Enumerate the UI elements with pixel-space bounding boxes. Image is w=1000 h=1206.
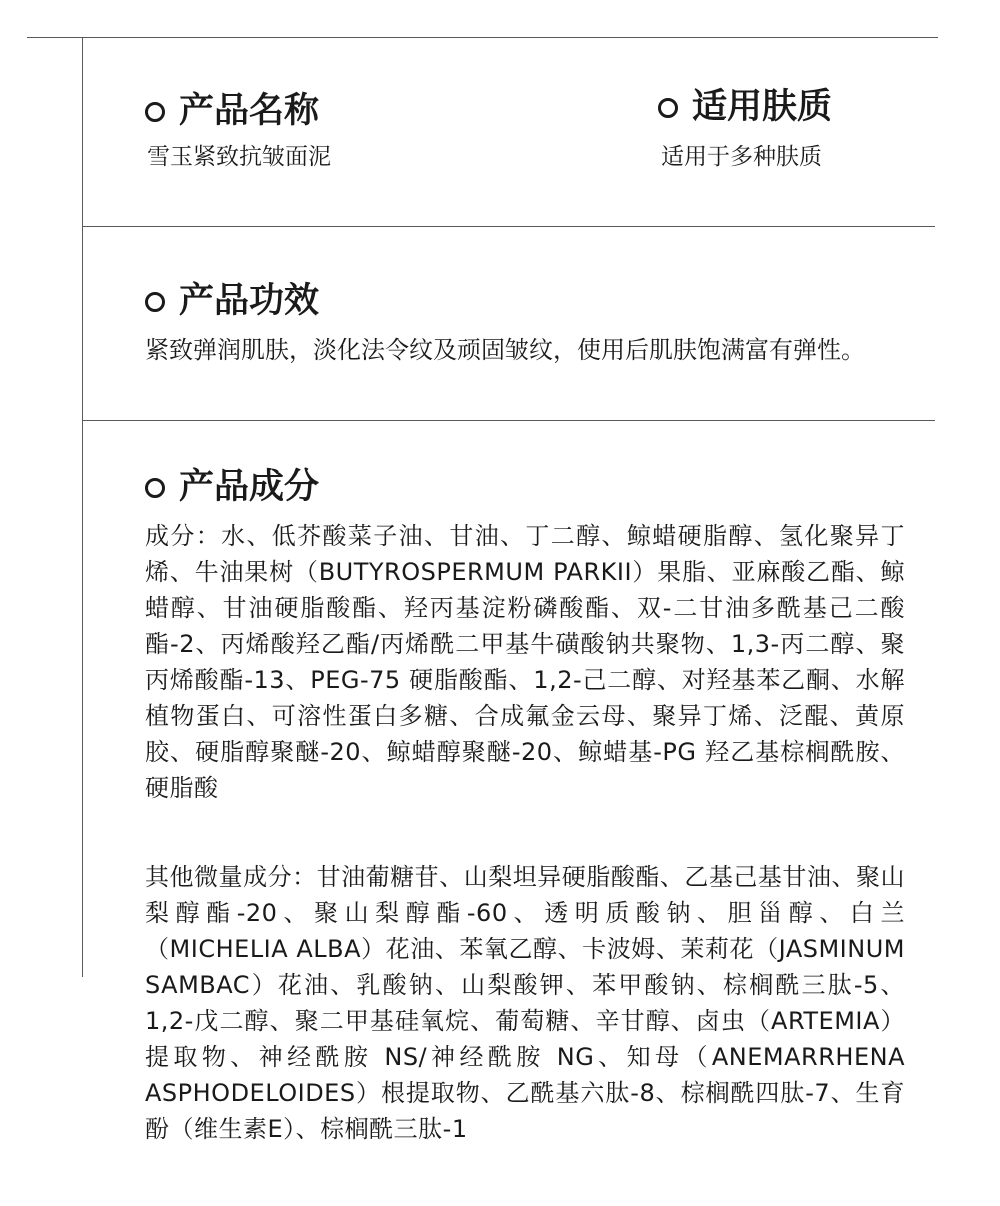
circle-outline-icon (658, 98, 678, 118)
product-name-heading (145, 91, 320, 131)
efficacy-value: 紧致弹润肌肤，淡化法令纹及顽固皱纹，使用后肌肤饱满富有弹性。 (145, 336, 865, 364)
ingredients-title: 产品成分 (179, 467, 320, 507)
skin-type-title: 适用肤质 (692, 87, 833, 127)
left-rule (82, 37, 83, 977)
circle-outline-icon (145, 292, 165, 312)
divider-1 (82, 226, 935, 227)
circle-outline-icon (145, 102, 165, 122)
top-rule (27, 37, 938, 38)
efficacy-heading (145, 281, 320, 321)
skin-type-value: 适用于多种肤质 (661, 144, 822, 170)
divider-2 (82, 420, 935, 421)
ingredients-main-list: 成分：水、低芥酸菜子油、甘油、丁二醇、鲸蜡硬脂醇、氢化聚异丁烯、牛油果树（BUTYROSPERMUM PARKII）果脂、亚麻酸乙酯、鲸蜡醇、甘油硬脂酸酯、羟丙基淀粉磷酸酯、双-二甘油多酰基己二酸酯-2、丙烯酸羟乙酯/丙烯酰二甲基牛磺酸钠共聚物、1,3-丙二醇、聚丙烯酸酯-13、PEG-75 硬脂酸酯、1,2-己二醇、对羟基苯乙酮、水解植物蛋白、可溶性蛋白多糖、合成氟金云母、聚异丁烯、泛醌、黄原胶、硬脂醇聚醚-20、鲸蜡醇聚醚-20、鲸蜡基-PG 羟乙基棕榈酰胺、硬脂酸 (145, 522, 905, 802)
product-name-title: 产品名称 (179, 91, 320, 131)
ingredients-heading (145, 467, 320, 507)
efficacy-title: 产品功效 (179, 281, 320, 321)
product-name-value: 雪玉紧致抗皱面泥 (147, 144, 331, 170)
ingredients-trace-list: 其他微量成分：甘油葡糖苷、山梨坦异硬脂酸酯、乙基己基甘油、聚山梨醇酯-20、聚山梨醇酯-60、透明质酸钠、胆甾醇、白兰（MICHELIA ALBA）花油、苯氧乙醇、卡波姆、茉莉花（JASMINUM SAMBAC）花油、乳酸钠、山梨酸钾、苯甲酸钠、棕榈酰三肽-5、1,2-戊二醇、聚二甲基硅氧烷、葡萄糖、辛甘醇、卤虫（ARTEMIA）提取物、神经酰胺 NS/神经酰胺 NG、知母（ANEMARRHENA ASPHODELOIDES）根提取物、乙酰基六肽-8、棕榈酰四肽-7、生育酚（维生素E）、棕榈酰三肽-1 (145, 863, 905, 1143)
skin-type-heading (658, 87, 833, 127)
circle-outline-icon (145, 478, 165, 498)
